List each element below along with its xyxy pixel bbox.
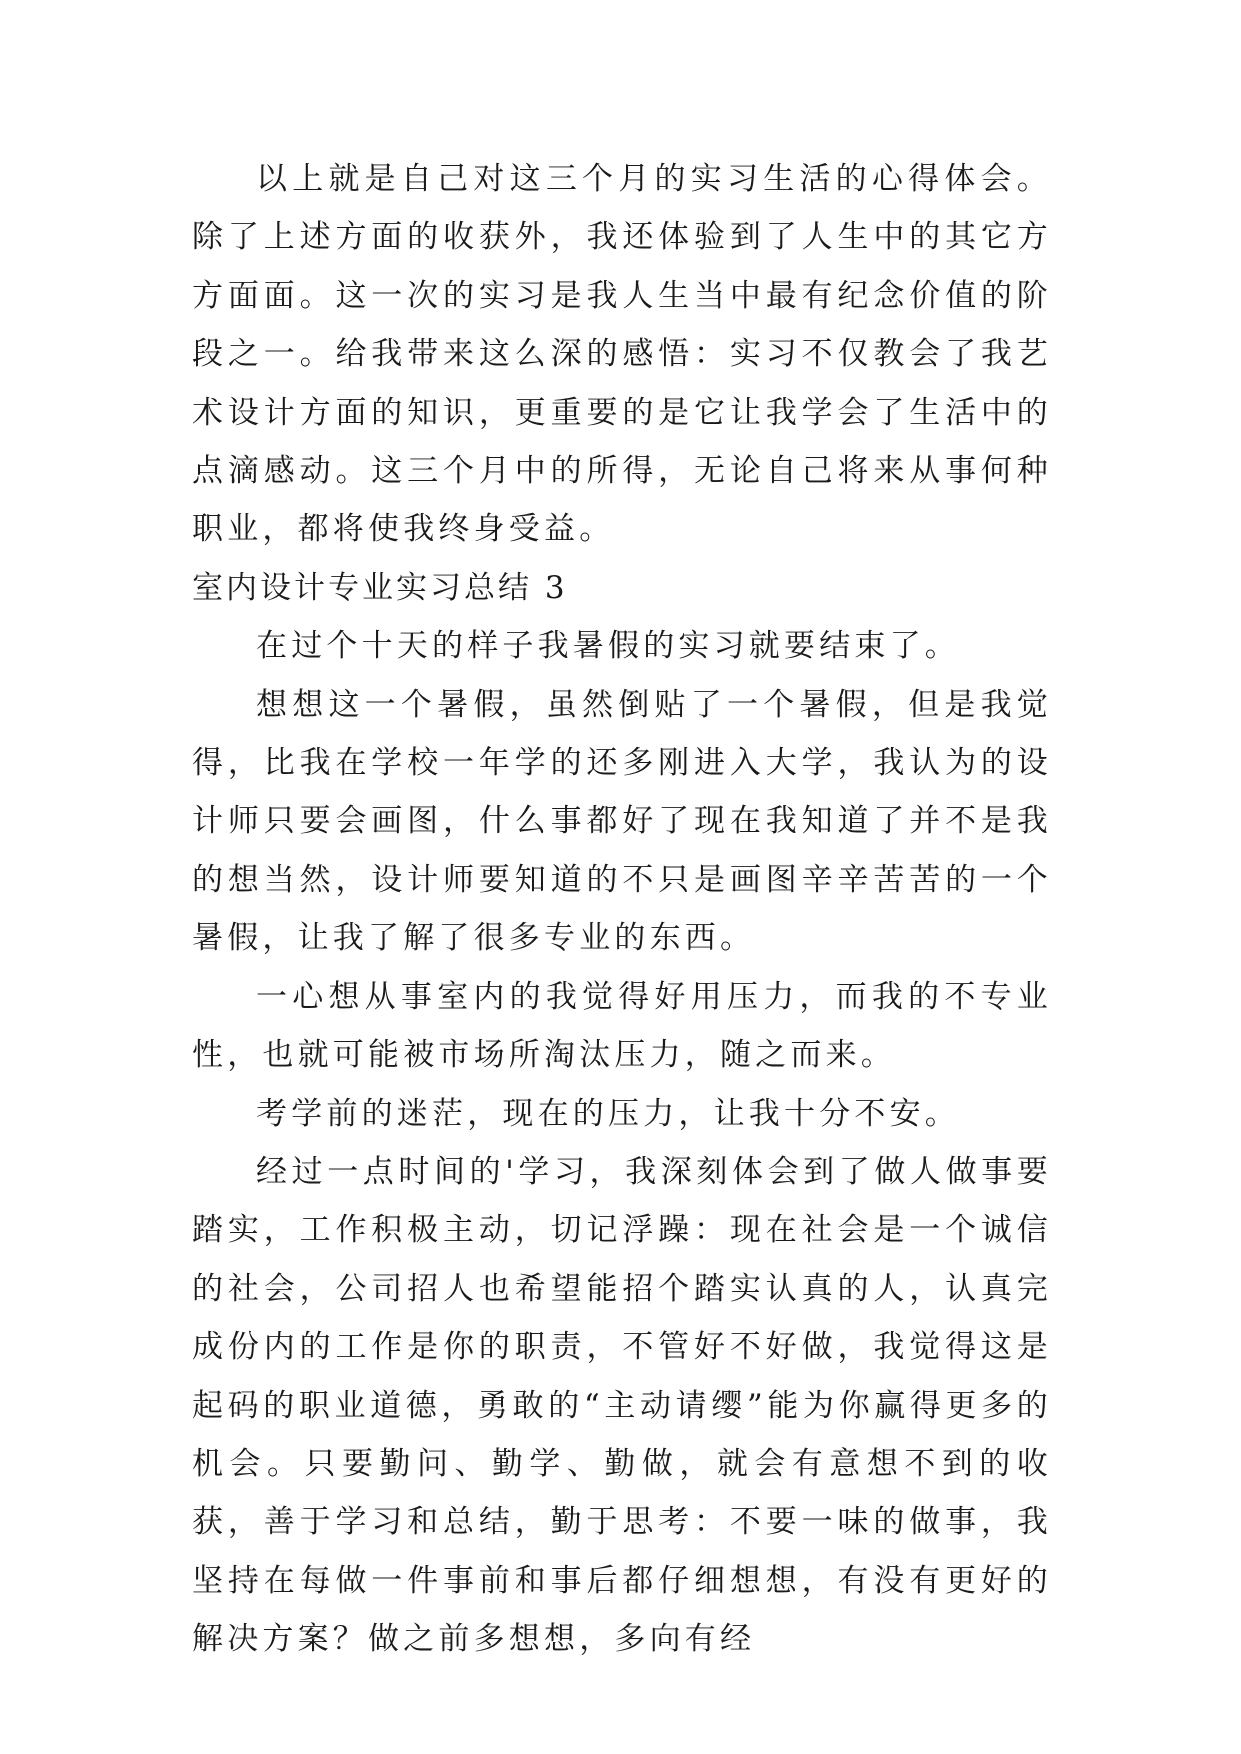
paragraph-learning-experience: 经过一点时间的'学习，我深刻体会到了做人做事要踏实，工作积极主动，切记浮躁：现在社会是一个诚信的社会，公司招人也希望能招个踏实认真的人，认真完成份内的工作是你的职责，不管好不好做，我觉得这是起码的职业道德，勇敢的“主动请缨”能为你赢得更多的机会。只要勤问、勤学、勤做，就会有意想不到的收获，善于学习和总结，勤于思考：不要一味的做事，我坚持在每做一件事前和事后都仔细想想，有没有更好的解决方案？做之前多想想，多向有经 [192,1153,1052,1658]
paragraph-summer-thoughts: 想想这一个暑假，虽然倒贴了一个暑假，但是我觉得，比我在学校一年学的还多刚进入大学，我认为的设计师只要会画图，什么事都好了现在我知道了并不是我的想当然，设计师要知道的不只是画图辛辛苦苦的一个暑假，让我了解了很多专业的东西。 [192,686,1052,957]
document-body [192,150,1052,1669]
paragraph-pressure: 一心想从事室内的我觉得好用压力，而我的不专业性，也就可能被市场所淘汰压力，随之而来。 [192,978,1052,1074]
paragraph-reflection-summary: 以上就是自己对这三个月的实习生活的心得体会。除了上述方面的收获外，我还体验到了人生中的其它方方面面。这一次的实习是我人生当中最有纪念价值的阶段之一。给我带来这么深的感悟：实习不仅教会了我艺术设计方面的知识，更重要的是它让我学会了生活中的点滴感动。这三个月中的所得，无论自己将来从事何种职业，都将使我终身受益。 [192,161,1052,548]
section-heading: 室内设计专业实习总结 3 [192,569,568,606]
paragraph-internship-ending: 在过个十天的样子我暑假的实习就要结束了。 [256,628,960,665]
paragraph-anxiety: 考学前的迷茫，现在的压力，让我十分不安。 [256,1095,960,1132]
